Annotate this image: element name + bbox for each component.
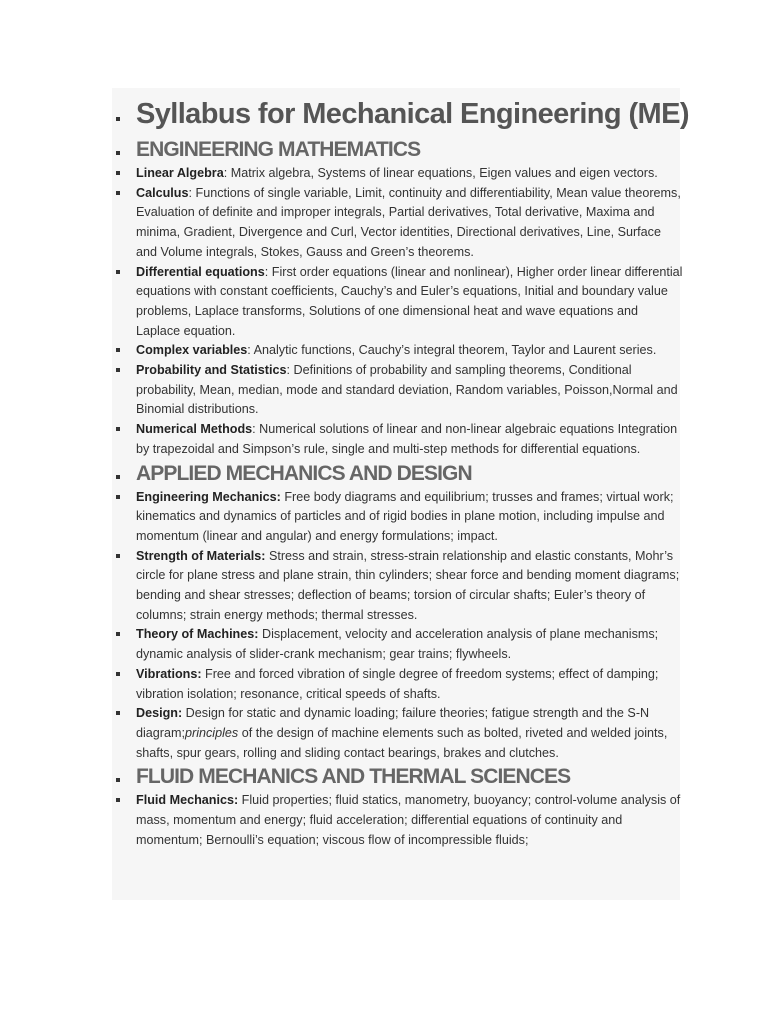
bullet-icon [116, 798, 120, 802]
document-title: Syllabus for Mechanical Engineering (ME) [136, 98, 689, 130]
list-item [112, 341, 684, 361]
item-text: Matrix algebra, Systems of linear equations, Eigen values and eigen vectors. [227, 166, 658, 180]
item-term: Calculus [136, 185, 189, 200]
list-item [112, 420, 684, 459]
section-heading-fluid-mechanics: FLUID MECHANICS AND THERMAL SCIENCES [136, 765, 571, 789]
item-text: Free body diagrams and equilibrium; trusses and frames; virtual work; kinematics and dynamics of particles and of rigid bodies in plane motion, including impulse and momentum (linear and angular) and energy formulations; impact. [136, 489, 674, 543]
bullet-icon [116, 368, 120, 372]
item-separator: : [264, 264, 269, 279]
document-content [112, 92, 689, 851]
item-italic: principles [185, 725, 239, 740]
item-term: Fluid Mechanics: [136, 793, 239, 808]
item-separator: : [286, 363, 290, 378]
bullet-icon [116, 672, 120, 676]
item-term: Differential equations [136, 264, 265, 279]
item-text: Analytic functions, Cauchy’s integral theorem, Taylor and Laurent series. [250, 343, 657, 358]
item-term: Probability and Statistics [136, 363, 287, 378]
item-text-continued: of the design of machine elements such as bolted, riveted and welded joints, shafts, spur gears, rolling and sliding contact bearings, brakes and clutches. [136, 725, 668, 760]
item-text: Design for static and dynamic loading; failure theories; fatigue strength and the S-N diagram; [136, 706, 650, 740]
item-text: Displacement, velocity and acceleration analysis of plane mechanisms; dynamic analysis of slider-crank mechanism; gear trains; flywheels. [136, 627, 659, 662]
section-heading-row [112, 460, 684, 488]
list-item [112, 361, 684, 420]
list-item [112, 547, 684, 626]
bullet-icon [116, 427, 120, 431]
bullet-icon [116, 711, 120, 715]
list-item [112, 184, 684, 263]
item-text: First order equations (linear and nonlinear), Higher order linear differential equations with constant coefficients, Cauchy’s and Euler’s equations, Initial and boundary value problems, Laplace transforms, Solutions of one dimensional heat and wave equations and Laplace equation. [136, 264, 683, 338]
item-term: Engineering Mechanics: [136, 489, 281, 504]
item-term: Linear Algebra [136, 166, 224, 180]
document-title-row [112, 92, 689, 136]
item-term: Numerical Methods [136, 422, 253, 437]
item-text: Numerical solutions of linear and non-linear algebraic equations Integration by trapezoidal and Simpson’s rule, single and multi-step methods for differential equations. [136, 422, 678, 456]
bullet-icon [116, 554, 120, 558]
item-term: Complex variables [136, 343, 248, 358]
item-term: Strength of Materials: [136, 548, 266, 563]
item-separator: : [188, 185, 192, 200]
list-item [112, 625, 684, 664]
section-heading-engineering-mathematics: ENGINEERING MATHEMATICS [136, 138, 421, 161]
item-term: Theory of Machines: [136, 627, 259, 642]
item-text: Stress and strain, stress-strain relationship and elastic constants, Mohr’s circle for plane stress and plane strain, thin cylinders; shear force and bending moment diagrams; bending and shear stresses; deflection of beams; torsion of circular shafts; Euler’s theory of columns; strain energy methods; thermal stresses. [136, 548, 680, 622]
list-item [112, 263, 684, 342]
list-item [112, 488, 684, 547]
item-text: Fluid properties; fluid statics, manometry, buoyancy; control-volume analysis of mass, momentum and energy; fluid acceleration; differential equations of continuity and momentum; Bernoulli’s equation; viscous flow of incompressible fluids; [136, 793, 681, 847]
item-text: Free and forced vibration of single degree of freedom systems; effect of damping; vibration isolation; resonance, critical speeds of shafts. [136, 666, 659, 701]
item-text: Definitions of probability and sampling theorems, Conditional probability, Mean, median, mode and standard deviation, Random variables, Poisson,Normal and Binomial distributions. [136, 363, 678, 417]
bullet-icon [116, 348, 120, 352]
list-item [112, 164, 684, 184]
bullet-icon [116, 632, 120, 636]
section-heading-row [112, 763, 684, 791]
bullet-icon [116, 191, 120, 195]
item-separator: : [247, 343, 251, 358]
item-separator: : [223, 166, 228, 180]
list-item [112, 791, 684, 850]
bullet-icon [116, 151, 120, 155]
bullet-icon [116, 117, 120, 121]
list-item [112, 704, 684, 763]
bullet-icon [116, 171, 120, 175]
list-item [112, 665, 684, 704]
bullet-icon [116, 270, 120, 274]
section-heading-applied-mechanics: APPLIED MECHANICS AND DESIGN [136, 461, 472, 485]
section-heading-row [112, 136, 684, 164]
bullet-icon [116, 778, 120, 782]
bullet-icon [116, 495, 120, 499]
bullet-icon [116, 475, 120, 479]
item-separator: : [252, 422, 256, 437]
item-text: Functions of single variable, Limit, continuity and differentiability, Mean value theorems, Evaluation of definite and improper integrals, Partial derivatives, Total derivative, Maxima and minima, Gradient, Divergence and Curl, Vector identities, Directional derivatives, Line, Surface and Volume integrals, Stokes, Gauss and Green’s theorems. [136, 185, 681, 259]
item-term: Vibrations: [136, 666, 202, 681]
item-term: Design: [136, 706, 183, 721]
